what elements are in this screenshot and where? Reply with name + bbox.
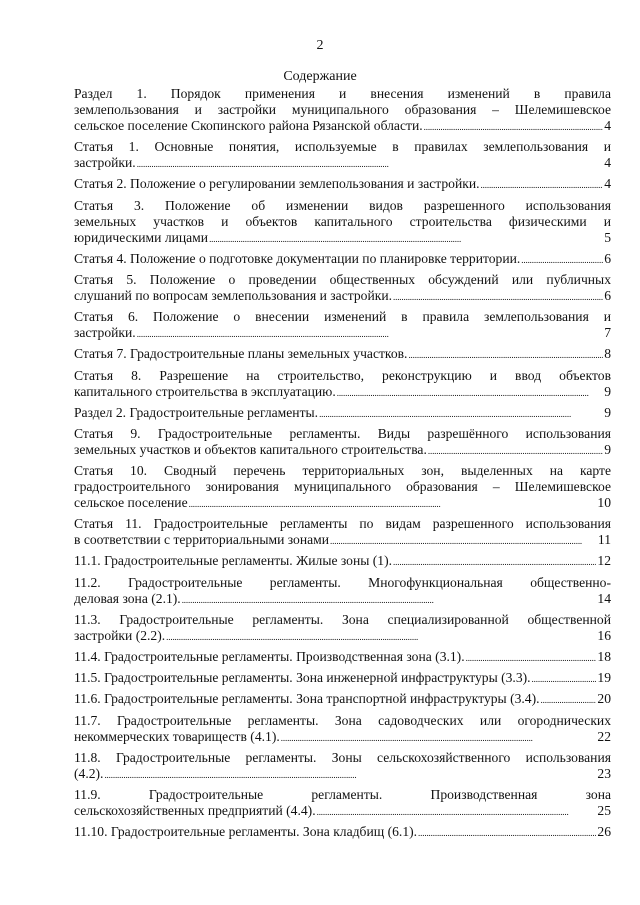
dot-leader	[209, 230, 603, 247]
toc-entry-text: Статья 7. Градостроительные планы земельных участков.	[74, 346, 408, 362]
dot-leader	[137, 325, 604, 342]
toc-page-number: 4	[604, 118, 611, 133]
toc-entry-line: 11.3. Градостроительные регламенты. Зона специализированной общественной	[74, 611, 611, 627]
toc-entry[interactable]	[74, 346, 611, 363]
dot-leader	[330, 532, 597, 549]
toc-page-number: 9	[604, 383, 611, 399]
toc-page-number: 26	[597, 824, 611, 840]
toc-page-number: 5	[604, 229, 611, 245]
toc-page-number: 12	[597, 553, 611, 569]
dot-leader	[393, 288, 603, 305]
toc-page-number: 6	[604, 250, 611, 266]
toc-entry-text: в соответствии с территориальными зонами	[74, 532, 330, 548]
toc-entry-text: сельскохозяйственных предприятий (4.4).	[74, 802, 316, 818]
toc-entry[interactable]	[74, 691, 611, 708]
page-number: 2	[316, 38, 324, 53]
dot-leader	[408, 346, 603, 363]
toc-entry-text: Статья 2. Положение о регулировании землепользования и застройки.	[74, 176, 480, 192]
dot-leader	[319, 405, 603, 422]
dot-leader	[166, 628, 596, 645]
toc-entry-text: 11.5. Градостроительные регламенты. Зона инженерной инфраструктуры (3.3).	[74, 670, 531, 686]
toc-entry-line: Статья 11. Градостроительные регламенты по видам разрешенного использования	[74, 516, 611, 532]
toc-entry[interactable]	[74, 750, 611, 783]
toc-entry[interactable]	[74, 612, 611, 645]
toc-entry[interactable]	[74, 426, 611, 459]
toc-entry-line: 11.9. Градостроительные регламенты. Производственная зона	[74, 786, 611, 802]
table-of-contents	[74, 86, 611, 845]
toc-entry-line: Статья 1. Основные понятия, используемые в правилах землепользования и	[74, 139, 611, 155]
toc-title: Содержание	[283, 69, 357, 84]
toc-entry-text: застройки.	[74, 155, 136, 171]
toc-entry-text: слушаний по вопросам землепользования и застройки.	[74, 287, 392, 303]
toc-entry[interactable]	[74, 86, 611, 135]
toc-page-number: 4	[604, 155, 611, 171]
toc-entry[interactable]	[74, 463, 611, 512]
toc-entry-text: сельское поселение Скопинского района Рязанской области.	[74, 118, 423, 133]
toc-entry-line: Статья 9. Градостроительные регламенты. Виды разрешённого использования	[74, 425, 611, 441]
toc-entry-text: 11.6. Градостроительные регламенты. Зона транспортной инфраструктуры (3.4).	[74, 691, 540, 707]
toc-entry-line: Статья 6. Положение о внесении изменений в правила землепользования и	[74, 309, 611, 325]
toc-page-number: 9	[604, 404, 611, 420]
toc-entry-text: застройки (2.2).	[74, 627, 166, 643]
dot-leader	[481, 176, 604, 193]
toc-entry[interactable]	[74, 405, 611, 422]
toc-page-number: 23	[597, 765, 611, 781]
dot-leader	[137, 155, 604, 172]
toc-entry[interactable]	[74, 272, 611, 305]
dot-leader	[521, 251, 603, 268]
toc-page-number: 14	[597, 590, 611, 606]
toc-entry[interactable]	[74, 251, 611, 268]
toc-entry-line: 11.7. Градостроительные регламенты. Зона садоводческих или огороднических	[74, 712, 611, 728]
toc-entry[interactable]	[74, 198, 611, 247]
dot-leader	[466, 649, 597, 666]
toc-page-number: 25	[597, 802, 611, 818]
toc-page-number: 11	[597, 532, 611, 548]
toc-page-number: 19	[597, 670, 611, 686]
toc-page-number: 10	[597, 495, 611, 511]
dot-leader	[393, 553, 596, 570]
toc-page-number: 16	[597, 627, 611, 643]
dot-leader	[541, 691, 597, 708]
toc-page-number: 4	[604, 176, 611, 192]
toc-entry-text: юридическими лицами	[74, 229, 209, 245]
toc-page-number: 20	[597, 691, 611, 707]
dot-leader	[337, 384, 603, 401]
toc-entry[interactable]	[74, 368, 611, 401]
toc-entry[interactable]	[74, 176, 611, 193]
dot-leader	[104, 766, 596, 783]
toc-entry-text: 11.1. Градостроительные регламенты. Жилые зоны (1).	[74, 553, 393, 569]
toc-entry-line: Раздел 1. Порядок применения и внесения изменений в правила	[74, 86, 611, 101]
toc-entry[interactable]	[74, 516, 611, 549]
toc-entry-line: 11.2. Градостроительные регламенты. Многофункциональная общественно-	[74, 574, 611, 590]
dot-leader	[281, 729, 597, 746]
toc-entry[interactable]	[74, 649, 611, 666]
toc-entry-line: градостроительного зонирования муниципального образования – Шелемишевское	[74, 479, 611, 495]
toc-entry[interactable]	[74, 553, 611, 570]
toc-entry-text: деловая зона (2.1).	[74, 590, 181, 606]
toc-page-number: 7	[604, 325, 611, 341]
toc-entry[interactable]	[74, 139, 611, 172]
toc-entry-text: некоммерческих товариществ (4.1).	[74, 728, 280, 744]
toc-entry[interactable]	[74, 787, 611, 820]
toc-entry[interactable]	[74, 309, 611, 342]
toc-entry-line: Статья 8. Разрешение на строительство, реконструкцию и ввод объектов	[74, 367, 611, 383]
toc-entry-line: земельных участков и объектов капитального строительства физическими и	[74, 213, 611, 229]
dot-leader	[182, 591, 597, 608]
toc-entry[interactable]	[74, 670, 611, 687]
toc-entry[interactable]	[74, 824, 611, 841]
toc-entry-text: 11.4. Градостроительные регламенты. Производственная зона (3.1).	[74, 649, 465, 664]
toc-entry-text: сельское поселение	[74, 495, 188, 511]
toc-entry-text: 11.10. Градостроительные регламенты. Зона кладбищ (6.1).	[74, 824, 418, 840]
toc-entry-text: (4.2).	[74, 765, 104, 781]
dot-leader	[189, 495, 597, 512]
toc-entry-text: капитального строительства в эксплуатацию.	[74, 383, 336, 399]
toc-page-number: 8	[604, 346, 611, 362]
toc-entry-line: 11.8. Градостроительные регламенты. Зоны сельскохозяйственного использования	[74, 749, 611, 765]
toc-entry[interactable]	[74, 575, 611, 608]
dot-leader	[424, 118, 604, 135]
toc-entry-text: земельных участков и объектов капитального строительства.	[74, 441, 427, 457]
toc-entry-text: Статья 4. Положение о подготовке документации по планировке территории.	[74, 250, 521, 266]
dot-leader	[317, 803, 597, 820]
toc-entry-line: Статья 5. Положение о проведении общественных обсуждений или публичных	[74, 271, 611, 287]
toc-entry-line: Статья 3. Положение об изменении видов разрешенного использования	[74, 197, 611, 213]
toc-page-number: 18	[597, 649, 611, 664]
dot-leader	[532, 670, 597, 687]
toc-entry-line: Статья 10. Сводный перечень территориальных зон, выделенных на карте	[74, 463, 611, 479]
toc-entry-text: застройки.	[74, 325, 136, 341]
dot-leader	[428, 442, 603, 459]
toc-page-number: 6	[604, 287, 611, 303]
toc-page-number: 9	[604, 441, 611, 457]
toc-page-number: 22	[597, 728, 611, 744]
dot-leader	[418, 824, 596, 841]
toc-entry-text: Раздел 2. Градостроительные регламенты.	[74, 404, 319, 420]
toc-entry-line: землепользования и застройки муниципального образования – Шелемишевское	[74, 102, 611, 117]
toc-entry[interactable]	[74, 713, 611, 746]
